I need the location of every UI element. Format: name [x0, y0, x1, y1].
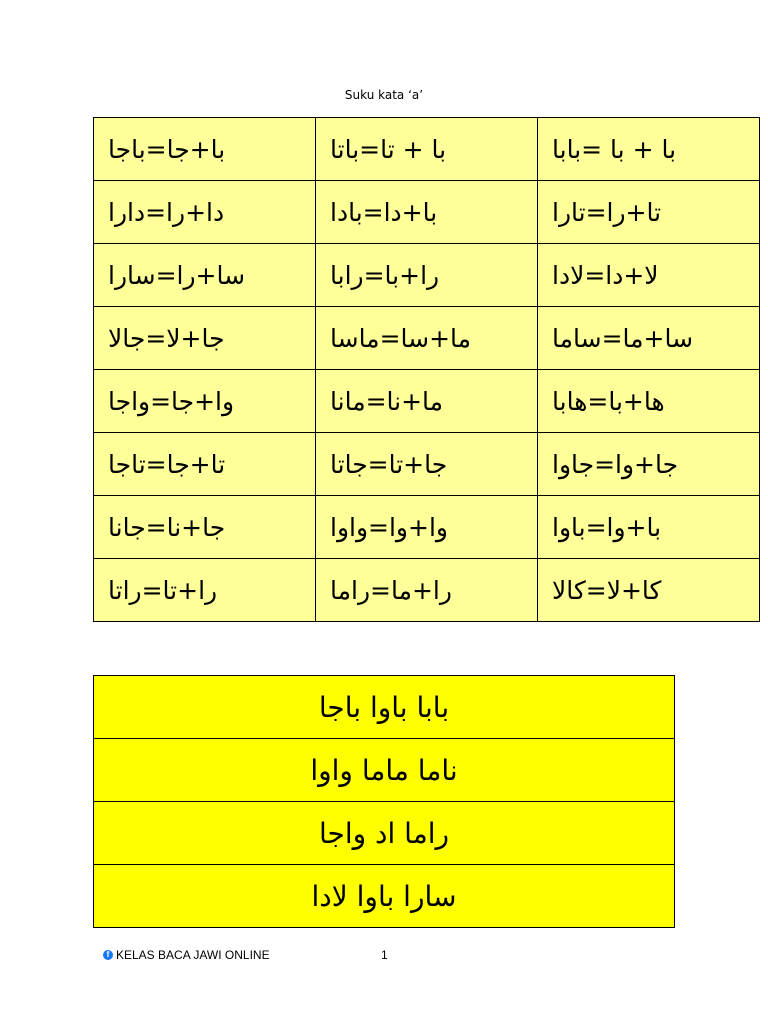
table-row — [94, 370, 760, 433]
syllable-cell: تا+جا=تاجا — [94, 433, 316, 496]
syllable-cell: تا+را=تارا — [538, 181, 760, 244]
sentence-cell: ناما ماما واوا — [94, 739, 675, 802]
footer — [103, 948, 270, 962]
page-number: 1 — [381, 948, 388, 962]
syllable-cell: جا+تا=جاتا — [316, 433, 538, 496]
syllable-cell: با+جا=باجا — [94, 118, 316, 181]
syllable-cell: ما+نا=مانا — [316, 370, 538, 433]
syllable-cell: با + تا=باتا — [316, 118, 538, 181]
table-row — [94, 559, 760, 622]
syllable-cell: جا+لا=جالا — [94, 307, 316, 370]
sentence-cell: راما اد واجا — [94, 802, 675, 865]
page-title: Suku kata ‘a’ — [344, 88, 424, 102]
table-row — [94, 118, 760, 181]
syllable-cell: دا+را=دارا — [94, 181, 316, 244]
syllable-cell: ها+با=هابا — [538, 370, 760, 433]
syllable-cell: با+وا=باوا — [538, 496, 760, 559]
syllable-cell: کا+لا=کالا — [538, 559, 760, 622]
facebook-icon: f — [103, 950, 113, 960]
table-row — [94, 865, 675, 928]
syllable-cell: لا+دا=لادا — [538, 244, 760, 307]
syllable-cell: جا+وا=جاوا — [538, 433, 760, 496]
table-row — [94, 433, 760, 496]
syllable-cell: با+دا=بادا — [316, 181, 538, 244]
syllable-cell: با + با =بابا — [538, 118, 760, 181]
footer-text: KELAS BACA JAWI ONLINE — [116, 948, 270, 962]
syllable-cell: را+تا=راتا — [94, 559, 316, 622]
syllable-table — [93, 117, 760, 622]
syllable-cell: را+ما=راما — [316, 559, 538, 622]
table-row — [94, 496, 760, 559]
table-row — [94, 739, 675, 802]
table-row — [94, 802, 675, 865]
syllable-cell: سا+را=سارا — [94, 244, 316, 307]
table-row — [94, 244, 760, 307]
syllable-cell: ما+سا=ماسا — [316, 307, 538, 370]
sentence-table — [93, 675, 675, 928]
syllable-cell: وا+وا=واوا — [316, 496, 538, 559]
table-row — [94, 676, 675, 739]
table-row — [94, 181, 760, 244]
sentence-cell: بابا باوا باجا — [94, 676, 675, 739]
syllable-cell: سا+ما=ساما — [538, 307, 760, 370]
syllable-cell: جا+نا=جانا — [94, 496, 316, 559]
sentence-cell: سارا باوا لادا — [94, 865, 675, 928]
syllable-cell: وا+جا=واجا — [94, 370, 316, 433]
syllable-cell: را+با=رابا — [316, 244, 538, 307]
table-row — [94, 307, 760, 370]
